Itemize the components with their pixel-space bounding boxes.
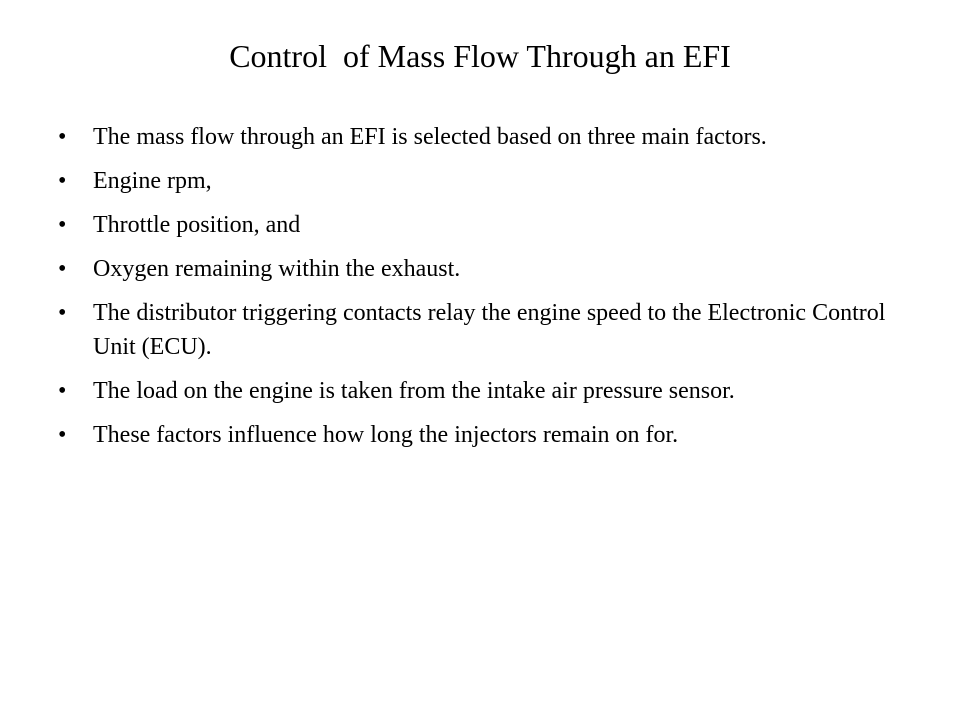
bullet-item xyxy=(58,164,898,198)
bullet-item xyxy=(58,374,898,408)
bullet-text: The load on the engine is taken from the intake air pressure sensor. xyxy=(93,378,735,404)
bullet-text: These factors influence how long the injectors remain on for. xyxy=(93,422,679,448)
bullet-icon: • xyxy=(58,256,67,282)
bullet-icon: • xyxy=(58,168,67,194)
bullet-item xyxy=(58,296,898,364)
bullet-item xyxy=(58,418,898,452)
bullet-list xyxy=(58,120,898,462)
bullet-item xyxy=(58,252,898,286)
bullet-text: Throttle position, and xyxy=(93,212,301,238)
slide-title: Control of Mass Flow Through an EFI xyxy=(229,38,731,74)
bullet-text: The distributor triggering contacts relay the engine speed to the Electronic Control Unit (ECU). xyxy=(93,300,886,360)
bullet-text: Oxygen remaining within the exhaust. xyxy=(93,256,461,282)
bullet-icon: • xyxy=(58,300,67,326)
bullet-icon: • xyxy=(58,124,67,150)
bullet-icon: • xyxy=(58,378,67,404)
bullet-icon: • xyxy=(58,212,67,238)
bullet-text: The mass flow through an EFI is selected based on three main factors. xyxy=(93,124,767,150)
bullet-icon: • xyxy=(58,422,67,448)
bullet-item xyxy=(58,120,898,154)
bullet-item xyxy=(58,208,898,242)
bullet-text: Engine rpm, xyxy=(93,168,212,194)
